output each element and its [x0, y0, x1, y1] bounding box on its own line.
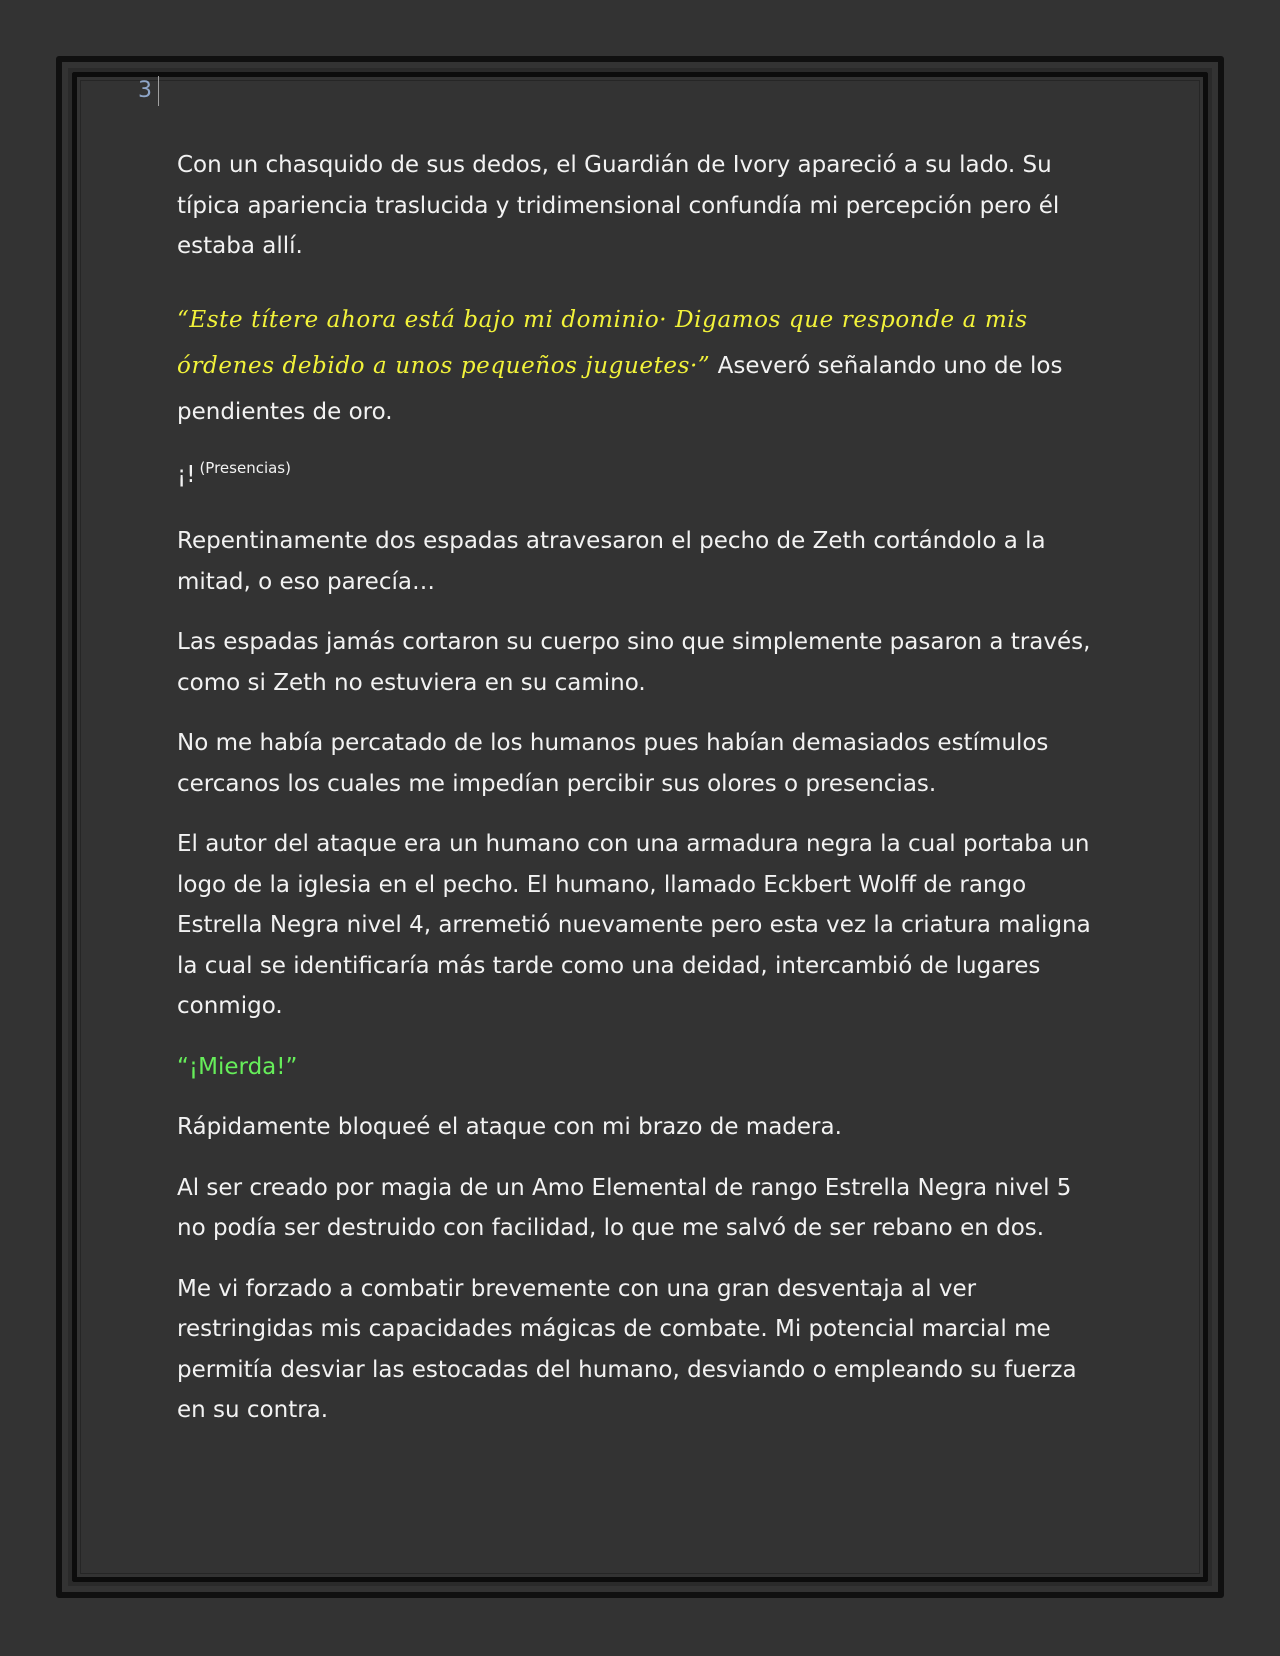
paragraph: Me vi forzado a combatir brevemente con una gran desventaja al ver restringidas mis capacidades mágicas de combate. Mi potencial marcial me permitía desviar las estocadas del humano, desviando o empleando su fuerza en su contra.	[177, 1275, 1077, 1423]
narration: Aseveró señalando uno de los pendientes de oro.	[177, 352, 1063, 425]
paragraph-speech	[177, 297, 1107, 435]
paragraph: El autor del ataque era un humano con una armadura negra la cual portaba un logo de la iglesia en el pecho. El humano, llamado Eckbert Wolff de rango Estrella Negra nivel 4, arremetió nuevamente pero esta vez la criatura maligna la cual se identificaría más tarde como una deidad, intercambió de lugares conmigo.	[177, 831, 1091, 1019]
paragraph: Las espadas jamás cortaron su cuerpo sino que simplemente pasaron a través, como si Zeth no estuviera en su camino.	[177, 629, 1091, 696]
paragraph: Repentinamente dos espadas atravesaron el pecho de Zeth cortándolo a la mitad, o eso parecía…	[177, 528, 1046, 595]
paragraph: Con un chasquido de sus dedos, el Guardián de Ivory apareció a su lado. Su típica apariencia traslucida y tridimensional confundía mi percepción pero él estaba allí.	[177, 152, 1060, 259]
document-body	[177, 145, 1107, 1451]
quote-yellow: “Este títere ahora está bajo mi dominio· Digamos que responde a mis órdenes debido a unos pequeños juguetes·”	[177, 306, 1028, 379]
paragraph: No me había percatado de los humanos pues habían demasiados estímulos cercanos los cuales me impedían percibir sus olores o presencias.	[177, 730, 1049, 797]
quote-green: “¡Mierda!”	[177, 1053, 298, 1080]
paragraph: Al ser creado por magia de un Amo Elemental de rango Estrella Negra nivel 5 no podía ser destruido con facilidad, lo que me salvó de ser rebano en dos.	[177, 1174, 1072, 1241]
exclamation: ¡!	[177, 461, 196, 488]
paragraph-exclamation	[177, 455, 1107, 496]
superscript-note: (Presencias)	[199, 458, 291, 477]
page-number: 3	[138, 76, 159, 106]
paragraph: Rápidamente bloqueé el ataque con mi brazo de madera.	[177, 1114, 842, 1140]
